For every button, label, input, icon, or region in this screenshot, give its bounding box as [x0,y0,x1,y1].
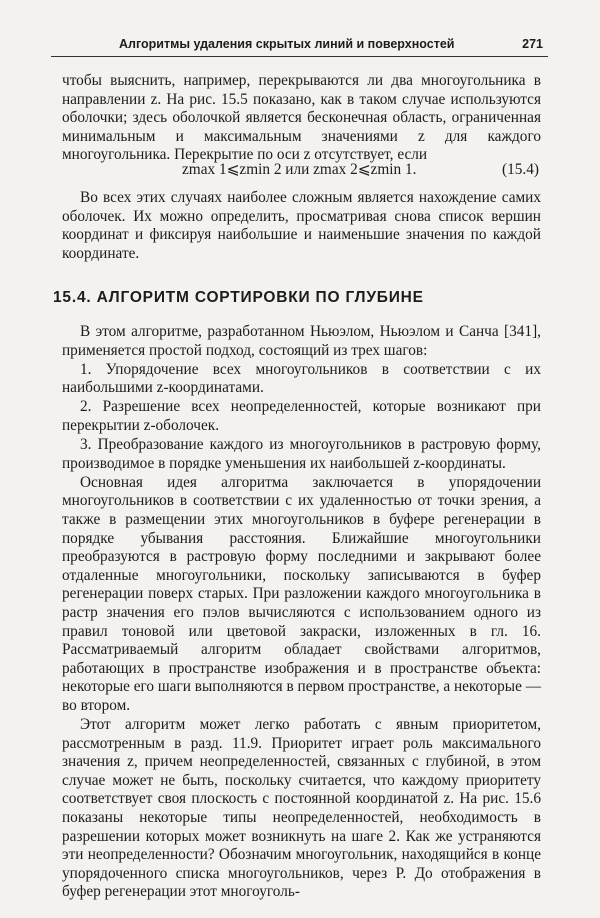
step-1: 1. Упорядочение всех многоугольников в соответствии с их наибольшими z-координатами. [62,360,541,397]
step-3: 3. Преобразование каждого из многоугольников в растровую форму, производимое в порядке уменьшения их наибольшей z-координаты. [62,436,541,472]
section-body [62,323,541,902]
envelopes-paragraph: Во всех этих случаях наиболее сложным является нахождение самих оболочек. Их можно определить, просматривая снова список вершин координат и фиксируя наибольшие и наименьшие значения по каждой координате. [62,189,541,262]
header-rule [51,56,548,57]
algorithm-intro-paragraph: В этом алгоритме, разработанном Ньюэлом, Ньюэлом и Санча [341], применяется простой подход, состоящий из трех шагов: [62,323,541,359]
equation-number: (15.4) [502,161,539,178]
equation-15-4 [62,161,541,181]
equation-expression: zmax 1⩽zmin 2 или zmax 2⩽zmin 1. [182,161,417,178]
intro-block [62,72,541,165]
main-idea-paragraph: Основная идея алгоритма заключается в упорядочении многоугольников в соответствии с их удаленностью от точки зрения, а также в размещении этих многоугольников в буфере регенерации в порядке убывания расстояния. Ближайшие многоугольники преобразуются в растровую форму последними и закрывают более отдаленные многоугольники, поскольку записываются в буфер регенерации поверх старых. При разложении каждого многоугольника в растр значения его пэлов вычисляются с использованием одного из правил тоновой или цветовой закраски, изложенных в гл. 16. Рассматриваемый алгоритм обладает свойствами алгоритмов, работающих в пространстве изображения и в пространстве объекта: некоторые его шаги выполняются в первом пространстве, а некоторые — во втором. [62,473,541,714]
step-2: 2. Разрешение всех неопределенностей, которые возникают при перекрытии z-оболочек. [62,398,541,434]
after-formula-block [62,189,541,263]
section-heading: 15.4. АЛГОРИТМ СОРТИРОВКИ ПО ГЛУБИНЕ [53,289,424,306]
running-title: Алгоритмы удаления скрытых линий и поверхностей [119,37,455,51]
priority-paragraph: Этот алгоритм может легко работать с явным приоритетом, рассмотренным в разд. 11.9. Приоритет играет роль максимального значения z, причем неопределенностей, связанных с глубиной, в этом случае может не быть, поскольку считается, что каждому приоритету соответствует своя плоскость с постоянной координатой z. На рис. 15.6 показаны некоторые типы неопределенностей, необходимость в разрешении которых может возникнуть на шаге 2. Как же устраняются эти неопределенности? Обозначим многоугольник, находящийся в конце упорядоченного списка многоугольников, через P. До отображения в буфер регенерации этот многоуголь- [62,715,541,901]
intro-paragraph: чтобы выяснить, например, перекрываются ли два многоугольника в направлении z. На рис. 15.5 показано, как в таком случае используются оболочки; здесь оболочкой является бесконечная область, ограниченная минимальным и максимальным значениями z для каждого многоугольника. Перекрытие по оси z отсутствует, если [62,72,541,164]
page-number: 271 [522,37,543,51]
